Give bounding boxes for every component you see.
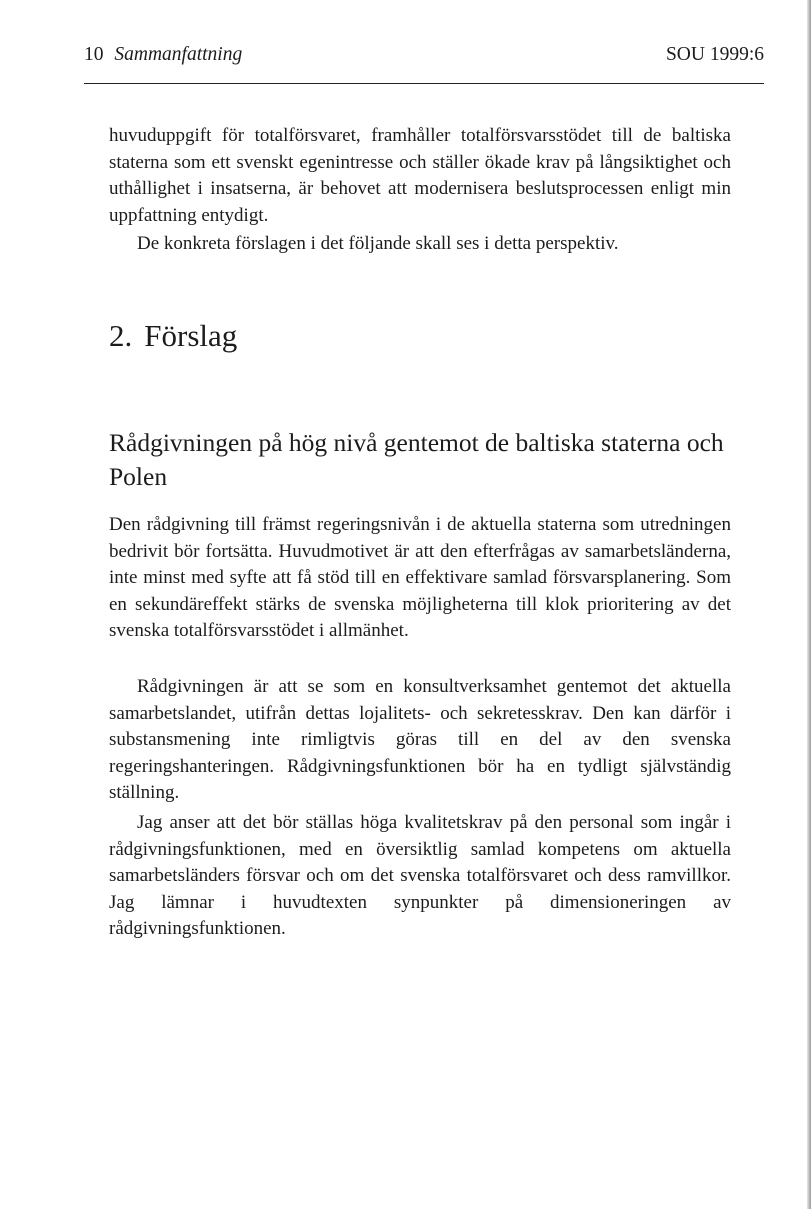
header-rule [84, 83, 764, 84]
body-paragraph-2: Rådgivningen är att se som en konsultverksamhet gentemot det aktuella samarbetslandet, utifrån dettas lojalitets- och sekretesskrav. Den kan därför i substansmening inte rimligtvis göras till en del av den svenska regeringshanteringen. Rådgivningsfunktionen bör ha en tydligt självständig ställning. [109, 676, 731, 804]
section-number: 2. [109, 318, 133, 353]
running-header [84, 44, 764, 74]
page-number: 10 [84, 44, 104, 65]
intro-paragraph-1: huvuduppgift för totalförsvaret, framhåller totalförsvarsstödet till de baltiska staterna som ett svenskt egenintresse och ställer ökade krav på långsiktighet och uthållighet i insatserna, är behovet att modernisera beslutsprocessen enligt min uppfattning entydigt. [109, 125, 731, 226]
page-edge-shadow [807, 0, 811, 1209]
body-paragraph-3: Jag anser att det bör ställas höga kvalitetskrav på den personal som ingår i rådgivningsfunktionen, med en översiktlig samlad kompetens om aktuella samarbetsländers försvar och om det svenska totalförsvaret och dess ramvillkor. Jag lämnar i huvudtexten synpunkter på dimensioneringen av rådgivningsfunktionen. [109, 812, 731, 940]
body-paragraph-1: Den rådgivning till främst regeringsnivån i de aktuella staterna som utredningen bedrivit bör fortsätta. Huvudmotivet är att den efterfrågas av samarbetsländerna, inte minst med syfte att få stöd till en effektivare samlad försvarsplanering. Som en sekundäreffekt stärks de svenska möjligheterna till klok prioritering av det svenska totalförsvarsstödet i allmänhet. [109, 514, 731, 642]
report-id: SOU 1999:6 [665, 44, 764, 65]
section-title: Förslag [144, 318, 238, 353]
intro-paragraph-2: De konkreta förslagen i det följande skall ses i detta perspektiv. [137, 233, 619, 254]
subsection-heading: Rådgivningen på hög nivå gentemot de baltiska staterna och Polen [109, 428, 724, 491]
header-section-title: Sammanfattning [114, 44, 243, 65]
section-heading [109, 318, 237, 354]
header-left [84, 44, 242, 66]
